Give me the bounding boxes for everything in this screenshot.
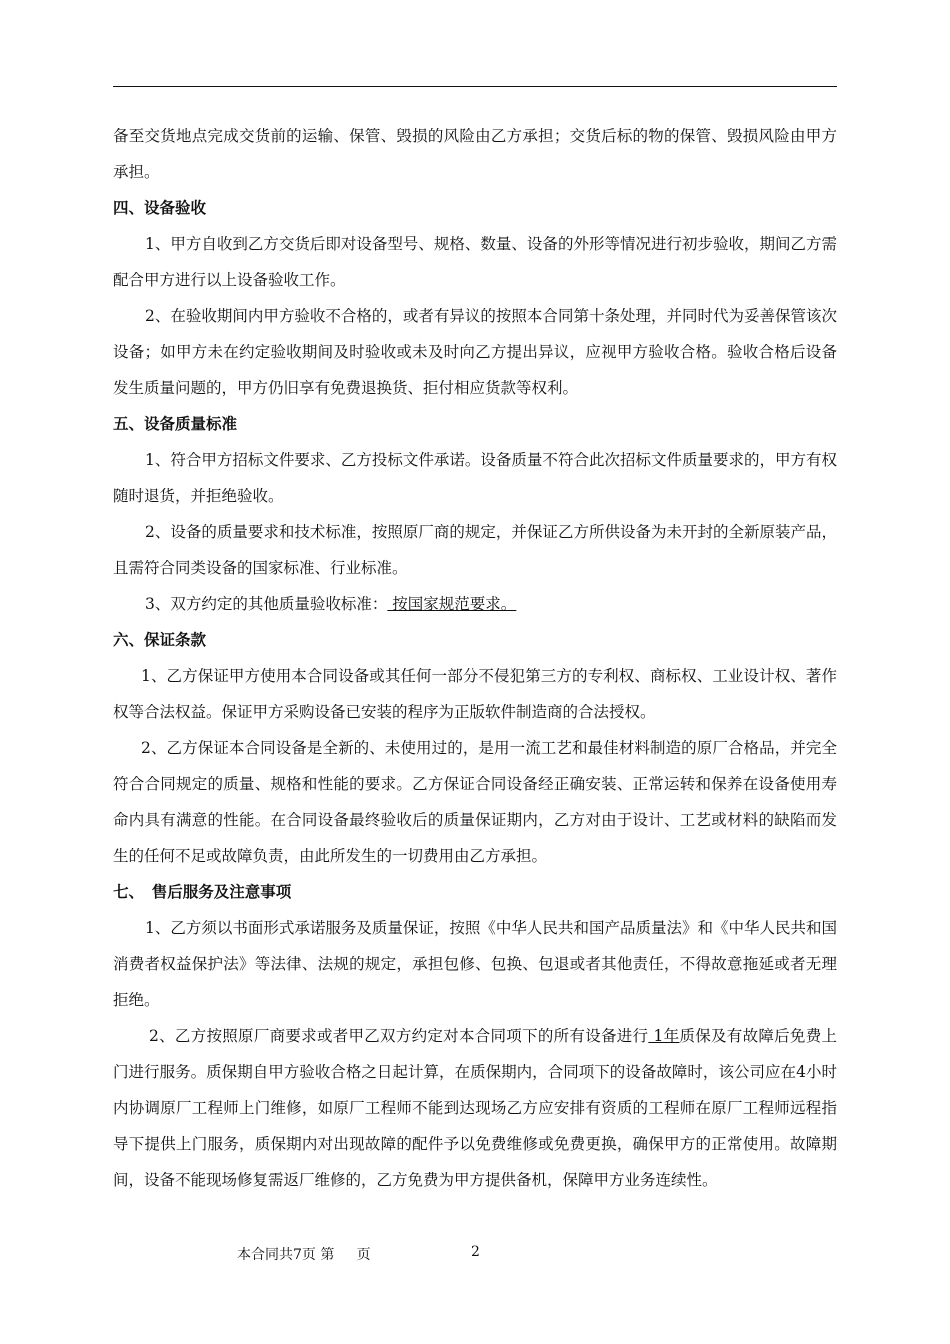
header-rule: [113, 86, 837, 87]
section-heading-acceptance: 四、设备验收: [113, 199, 207, 217]
section-heading-after-sales: 七、 售后服务及注意事项: [113, 883, 292, 901]
clause-5-1: 1、符合甲方招标文件要求、乙方投标文件承诺。设备质量不符合此次招标文件质量要求的，甲方有权随时退货，并拒绝验收。: [113, 451, 837, 505]
section-heading-warranty: 六、保证条款: [113, 631, 207, 649]
clause-4-1: 1、甲方自收到乙方交货后即对设备型号、规格、数量、设备的外形等情况进行初步验收，期间乙方需配合甲方进行以上设备验收工作。: [113, 235, 837, 289]
clause-7-2-text-a: 2、乙方按照原厂商要求或者甲乙双方约定对本合同项下的所有设备进行: [149, 1027, 649, 1045]
page-number: 2: [471, 1244, 480, 1260]
paragraph-continuation: 备至交货地点完成交货前的运输、保管、毁损的风险由乙方承担；交货后标的物的保管、毁损风险由甲方承担。: [113, 127, 837, 181]
clause-5-3-value: 按国家规范要求。: [387, 595, 517, 613]
document-body: [113, 118, 837, 1198]
clause-6-1: 1、乙方保证甲方使用本合同设备或其任何一部分不侵犯第三方的专利权、商标权、工业设计权、著作权等合法权益。保证甲方采购设备已安装的程序为正版软件制造商的合法授权。: [113, 667, 837, 721]
clause-7-2: [113, 1018, 837, 1198]
clause-6-2: 2、乙方保证本合同设备是全新的、未使用过的，是用一流工艺和最佳材料制造的原厂合格品，并完全符合合同规定的质量、规格和性能的要求。乙方保证合同设备经正确安装、正常运转和保养在设备使用寿命内具有满意的性能。在合同设备最终验收后的质量保证期内，乙方对由于设计、工艺或材料的缺陷而发生的任何不足或故障负责，由此所发生的一切费用由乙方承担。: [113, 739, 837, 865]
clause-5-3: [113, 586, 837, 622]
section-heading-quality-standard: 五、设备质量标准: [113, 415, 238, 433]
clause-5-2: 2、设备的质量要求和技术标准，按照原厂商的规定，并保证乙方所供设备为未开封的全新原装产品，且需符合同类设备的国家标准、行业标准。: [113, 523, 837, 577]
clause-7-2-period: 1年: [648, 1027, 680, 1045]
clause-5-3-label: 3、双方约定的其他质量验收标准：: [145, 595, 388, 613]
clause-7-2-text-b: 质保及有故障后免费上门进行服务。质保期自甲方验收合格之日起计算，在质保期内，合同项下的设备故障时，该公司应在4小时内协调原厂工程师上门维修，如原厂工程师不能到达现场乙方应安排有资质的工程师在原厂工程师远程指导下提供上门服务，质保期内对出现故障的配件予以免费维修或免费更换，确保甲方的正常使用。故障期间，设备不能现场修复需返厂维修的，乙方免费为甲方提供备机，保障甲方业务连续性。: [113, 1027, 837, 1189]
clause-7-1: 1、乙方须以书面形式承诺服务及质量保证，按照《中华人民共和国产品质量法》和《中华人民共和国消费者权益保护法》等法律、法规的规定，承担包修、包换、包退或者其他责任，不得故意拖延或者无理拒绝。: [113, 919, 837, 1009]
page-footer: 本合同共7页 第 页: [237, 1247, 371, 1263]
clause-4-2: 2、在验收期间内甲方验收不合格的，或者有异议的按照本合同第十条处理，并同时代为妥善保管该次设备；如甲方未在约定验收期间及时验收或未及时向乙方提出异议，应视甲方验收合格。验收合格后设备发生质量问题的，甲方仍旧享有免费退换货、拒付相应货款等权利。: [113, 307, 837, 397]
